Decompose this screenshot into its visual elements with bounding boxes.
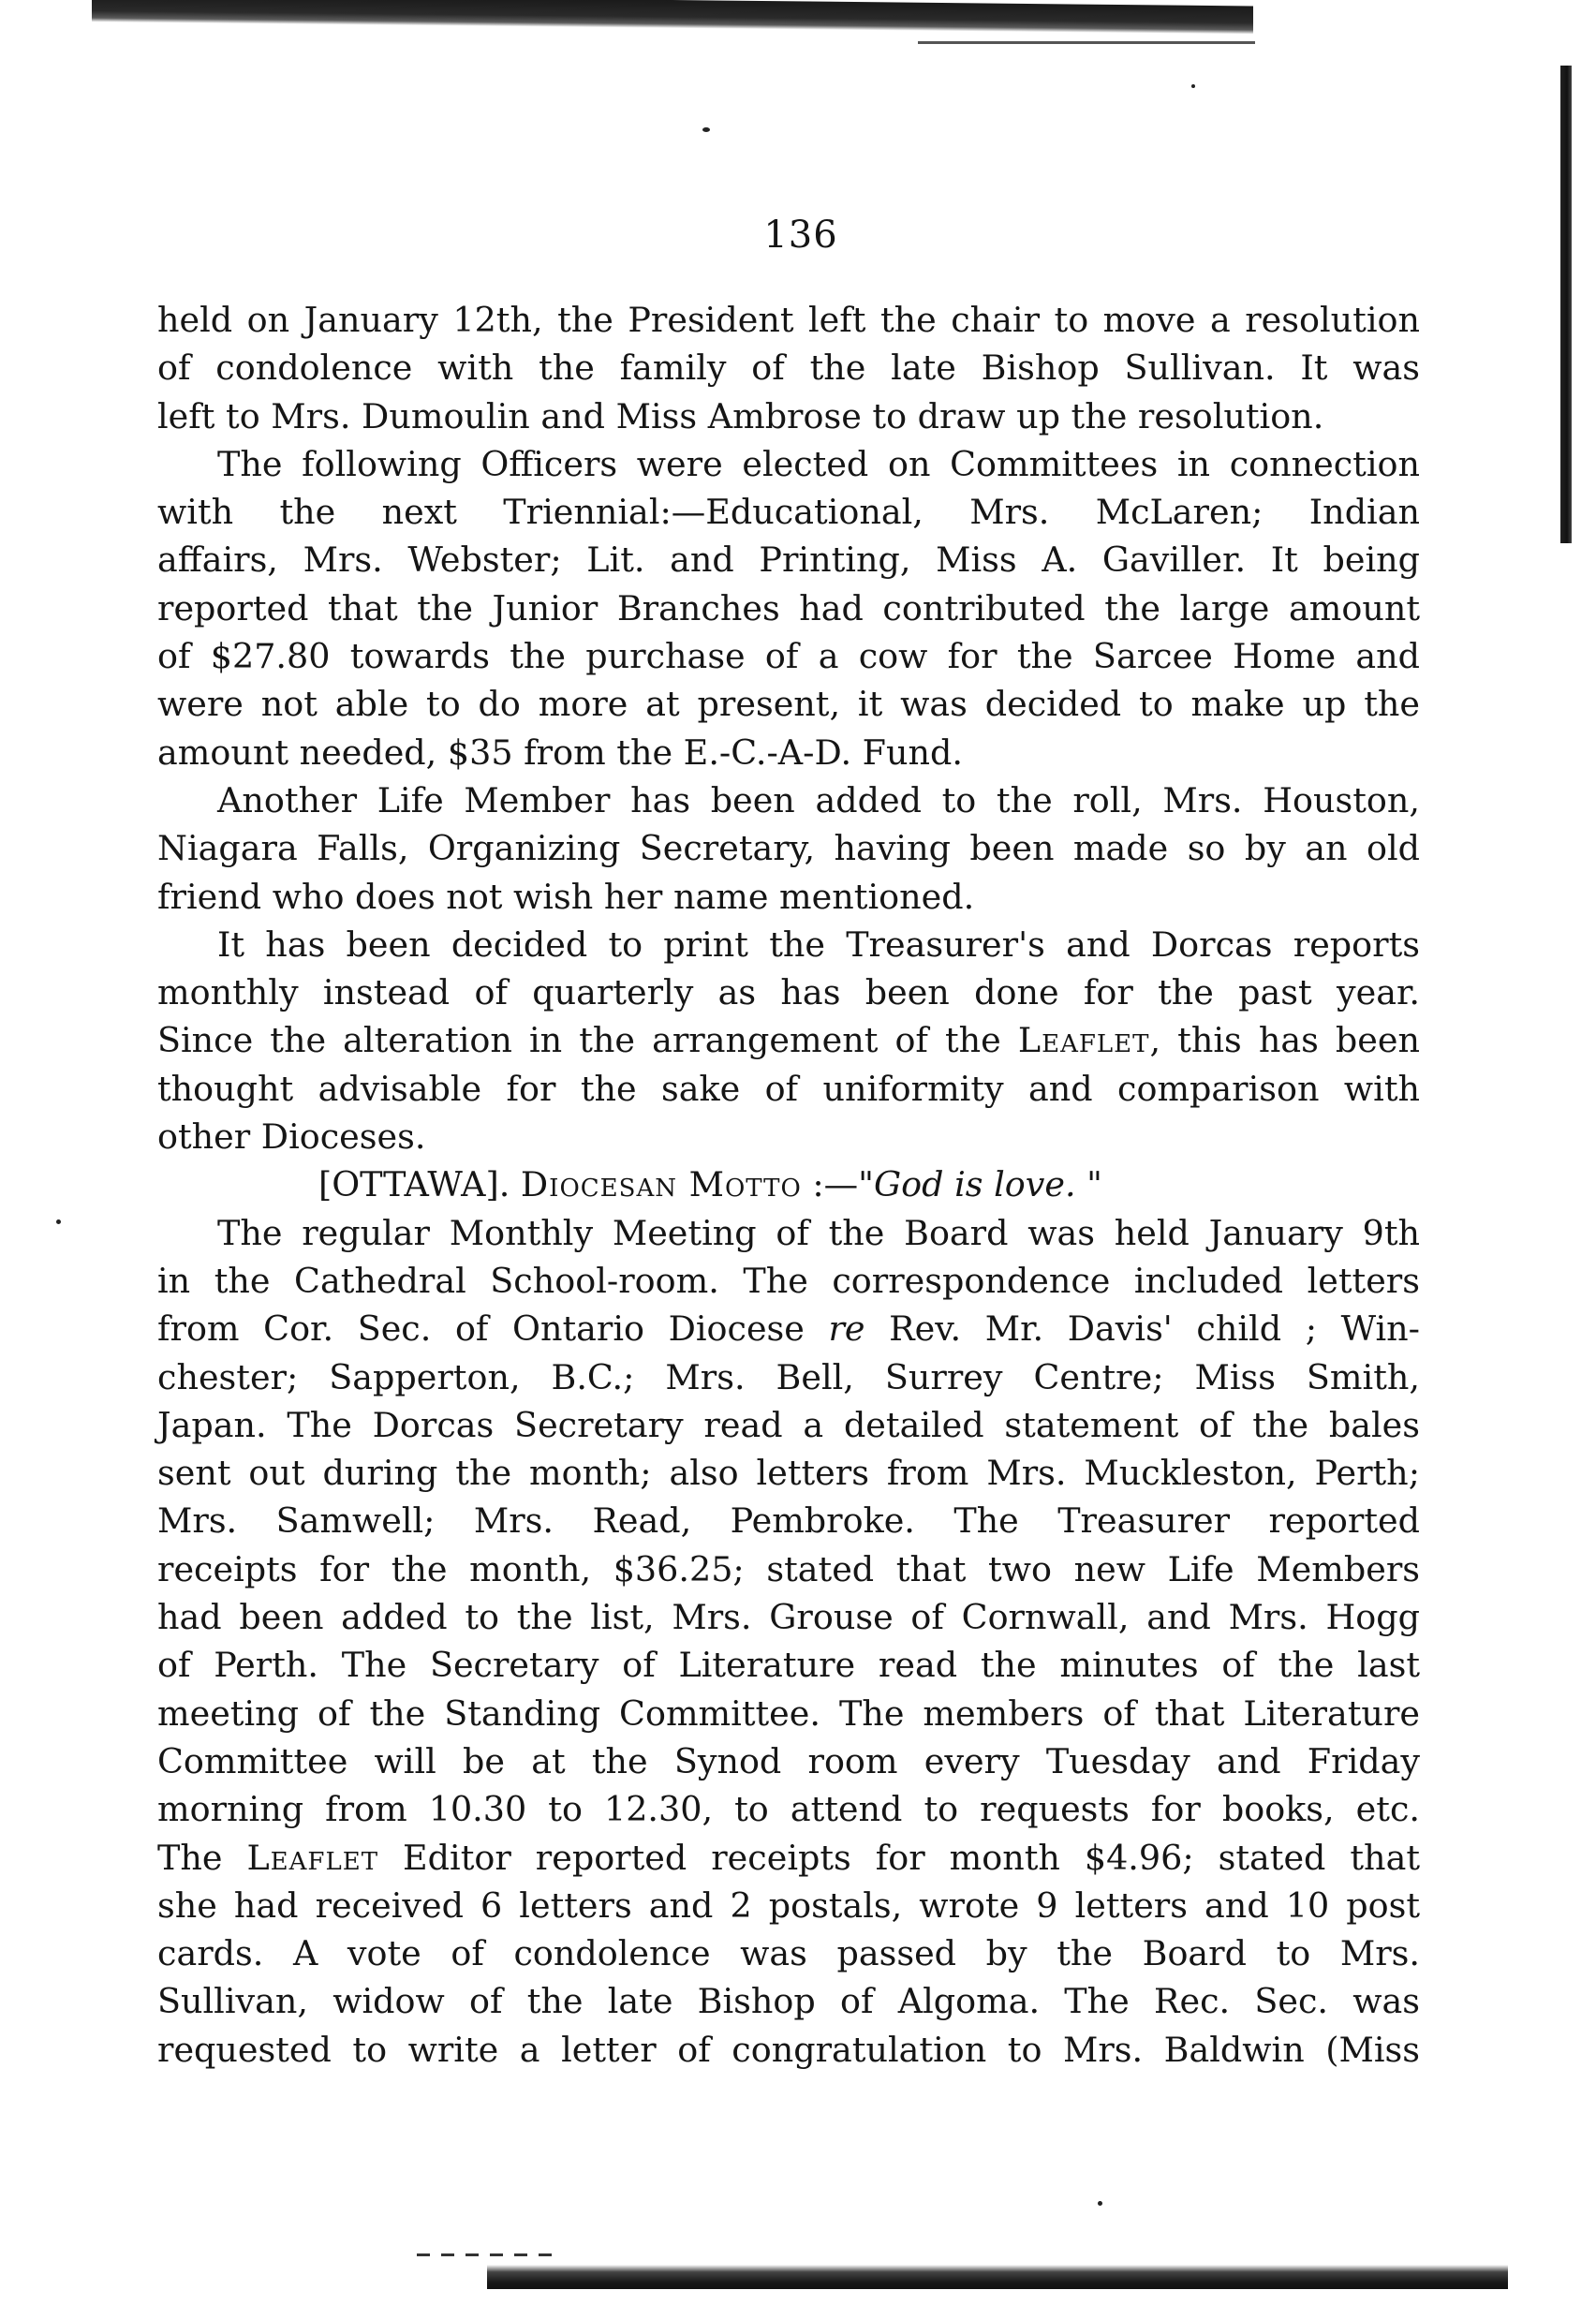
text-line	[157, 296, 1420, 344]
scan-speck	[56, 1219, 61, 1224]
text-line	[157, 1016, 1420, 1064]
text-line	[157, 1641, 1420, 1689]
small-caps-text: Leaflet	[1017, 1020, 1150, 1061]
section-heading	[157, 1160, 1420, 1208]
text-line	[157, 1065, 1420, 1113]
line-text: chester; Sapperton, B.C.; Mrs. Bell, Surrey Centre; Miss Smith,	[157, 1356, 1420, 1397]
text-line	[157, 1497, 1420, 1544]
text-line	[157, 1209, 1420, 1257]
scan-edge-top-line	[918, 41, 1255, 44]
line-text: morning from 10.30 to 12.30, to attend to requests for books, etc.	[157, 1789, 1420, 1830]
text-line	[157, 1977, 1420, 2025]
line-text: of condolence with the family of the late Bishop Sullivan. It was	[157, 347, 1420, 389]
line-text: Since the alteration in the arrangement of the	[157, 1020, 1018, 1061]
line-text: held on January 12th, the President left the chair to move a resolution	[157, 300, 1420, 340]
line-text: she had received 6 letters and 2 postals, wrote 9 letters and 10 post	[157, 1884, 1420, 1926]
text-line	[157, 824, 1420, 872]
scan-edge-right	[1560, 66, 1572, 543]
line-text: Committee will be at the Synod room every Tuesday and Friday	[157, 1740, 1420, 1781]
line-text: sent out during the month; also letters from Mrs. Muckleston, Perth;	[157, 1453, 1420, 1494]
text-line	[157, 536, 1420, 584]
line-text: Rev. Mr. Davis' child ; Win-	[864, 1308, 1420, 1350]
text-line	[157, 1593, 1420, 1641]
page-number: 136	[763, 214, 838, 257]
line-text: Japan. The Dorcas Secretary read a detailed statement of the bales	[157, 1404, 1420, 1445]
scan-edge-bottom	[487, 2265, 1508, 2289]
line-text: [OTTAWA].	[318, 1164, 521, 1205]
line-text: Another Life Member has been added to the roll, Mrs. Houston,	[217, 779, 1420, 820]
line-text: Niagara Falls, Organizing Secretary, having been made so by an old	[157, 828, 1420, 869]
text-line	[157, 2026, 1420, 2074]
line-text: :—"	[801, 1164, 874, 1205]
text-line	[157, 1449, 1420, 1497]
italic-text: God is love.	[873, 1164, 1076, 1205]
small-caps-text: Diocesan Motto	[520, 1164, 802, 1205]
text-line	[157, 921, 1420, 968]
line-text: had been added to the list, Mrs. Grouse of Cornwall, and Mrs. Hogg	[157, 1597, 1420, 1638]
text-line	[157, 1353, 1420, 1401]
text-line	[157, 1257, 1420, 1305]
text-line	[157, 1882, 1420, 1929]
line-text: of $27.80 towards the purchase of a cow for the Sarcee Home and	[157, 636, 1420, 677]
line-text: reported that the Junior Branches had contributed the large amount	[157, 587, 1420, 628]
text-line	[157, 729, 1420, 776]
text-line	[157, 1305, 1420, 1352]
line-text: affairs, Mrs. Webster; Lit. and Printing, Miss A. Gaviller. It being	[157, 539, 1420, 581]
text-line	[157, 1834, 1420, 1882]
text-line	[157, 1737, 1420, 1785]
text-line	[157, 1545, 1420, 1593]
scan-edge-bottom-dashes	[417, 2253, 557, 2256]
italic-text: re	[828, 1308, 865, 1350]
line-text: "	[1075, 1164, 1102, 1205]
scan-speck	[1191, 84, 1195, 88]
scan-edge-top	[92, 0, 1253, 34]
scan-speck	[702, 127, 710, 132]
line-text: other Dioceses.	[157, 1116, 426, 1158]
line-text: cards. A vote of condolence was passed by the Board to Mrs.	[157, 1933, 1420, 1974]
text-line	[157, 968, 1420, 1016]
scan-speck	[1098, 2201, 1102, 2206]
line-text: of Perth. The Secretary of Literature read the minutes of the last	[157, 1645, 1420, 1686]
text-line	[157, 680, 1420, 728]
text-line	[157, 776, 1420, 824]
text-line	[157, 344, 1420, 392]
text-line	[157, 392, 1420, 440]
text-line	[157, 1690, 1420, 1737]
text-line	[157, 1113, 1420, 1160]
line-text: left to Mrs. Dumoulin and Miss Ambrose to draw up the resolution.	[157, 395, 1324, 436]
text-line	[157, 1929, 1420, 1977]
text-line	[157, 873, 1420, 921]
text-line	[157, 632, 1420, 680]
body-text	[157, 296, 1420, 2074]
line-text: thought advisable for the sake of uniformity and comparison with	[157, 1068, 1420, 1109]
text-line	[157, 584, 1420, 632]
line-text: The regular Monthly Meeting of the Board was held January 9th	[217, 1212, 1420, 1253]
line-text: The following Officers were elected on Committees in connection	[217, 443, 1420, 484]
small-caps-text: Leaflet	[246, 1837, 379, 1878]
line-text: amount needed, $35 from the E.-C.-A-D. Fund.	[157, 731, 963, 773]
line-text: with the next Triennial:—Educational, Mrs. McLaren; Indian	[157, 492, 1420, 533]
line-text: receipts for the month, $36.25; stated that two new Life Members	[157, 1548, 1420, 1589]
line-text: Sullivan, widow of the late Bishop of Algoma. The Rec. Sec. was	[157, 1981, 1420, 2022]
line-text: , this has been	[1149, 1020, 1420, 1061]
line-text: Editor reported receipts for month $4.96; stated that	[378, 1837, 1420, 1878]
line-text: were not able to do more at present, it was decided to make up the	[157, 684, 1420, 725]
line-text: in the Cathedral School-room. The correspondence included letters	[157, 1260, 1420, 1301]
text-line	[157, 1785, 1420, 1833]
text-line	[157, 1401, 1420, 1449]
line-text: from Cor. Sec. of Ontario Diocese	[157, 1308, 829, 1350]
line-text: The	[157, 1837, 247, 1878]
line-text: requested to write a letter of congratulation to Mrs. Baldwin (Miss	[157, 2029, 1420, 2070]
line-text: It has been decided to print the Treasurer's and Dorcas reports	[217, 923, 1420, 965]
text-line	[157, 440, 1420, 488]
text-line	[157, 488, 1420, 536]
line-text: meeting of the Standing Committee. The members of that Literature	[157, 1692, 1420, 1734]
line-text: friend who does not wish her name mentioned.	[157, 876, 975, 917]
line-text: Mrs. Samwell; Mrs. Read, Pembroke. The Treasurer reported	[157, 1500, 1420, 1542]
line-text: monthly instead of quarterly as has been done for the past year.	[157, 972, 1420, 1013]
